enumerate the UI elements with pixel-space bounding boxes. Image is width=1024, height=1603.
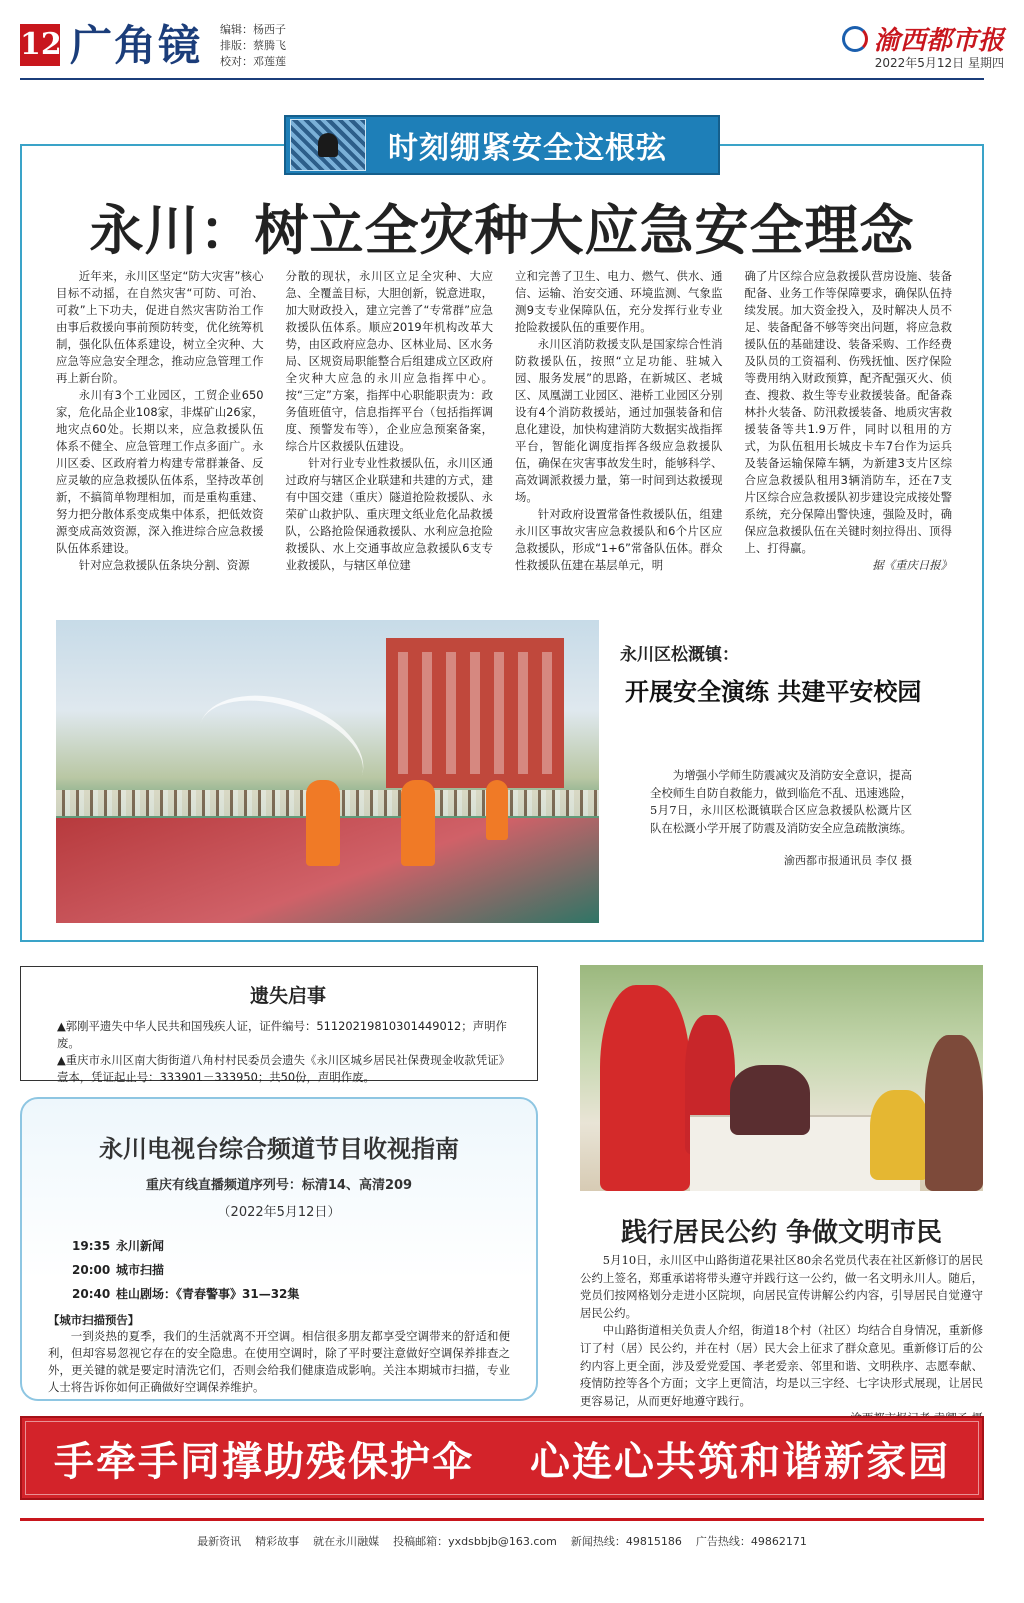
firefighter xyxy=(486,780,508,840)
schedule-row xyxy=(72,1282,510,1306)
schedule-time: 20:40 xyxy=(72,1287,111,1301)
slogan-banner xyxy=(20,1416,984,1500)
preview-text: 一到炎热的夏季，我们的生活就离不开空调。相信很多朋友都享受空调带来的舒适和便利，但却容易忽视它存在的安全隐患。在使用空调时，除了平时要注意做好空调保养排查之外，更关键的就是要定时清洗它们，否则会给我们健康造成影响。关注本期城市扫描，专业人士将告诉你如何正确做好空调保养维护。 xyxy=(48,1329,510,1394)
paper-logo xyxy=(842,20,1004,57)
resident-figure xyxy=(925,1035,983,1191)
schedule-program: 城市扫描 xyxy=(116,1263,165,1277)
paper-logo-icon xyxy=(842,26,868,52)
footer-divider xyxy=(20,1518,984,1521)
slogan-left: 手牵手同撑助残保护伞 xyxy=(54,1438,474,1485)
resident-figure xyxy=(730,1065,810,1135)
drill-credit: 渝西都市报通讯员 李仅 摄 xyxy=(784,854,912,867)
paragraph: 分散的现状，永川区立足全灾种、大应急、全覆盖目标，大胆创新，锐意进取，加大财政投入，建立完善了“专常群”应急救援队伍体系。顺应2019年机构改革大势，由区政府应急办、区林业局、区水务局、区规资局职能整合后组建成立区政府全灾种大应急的永川应急指挥中心。按“三定”方案，指挥中心职能职责为：政务值班值守，信息指挥平台（包括指挥调度、预警发布等），企业应急预案备案，综合片区救援队伍建设。 xyxy=(285,269,493,453)
firefighter xyxy=(401,780,435,866)
proof-line: 校对：邓莲莲 xyxy=(220,55,286,68)
footer-item: 最新资讯 xyxy=(197,1535,242,1548)
article-column xyxy=(56,268,264,574)
schedule-row xyxy=(72,1234,510,1258)
tv-guide-date: （2022年5月12日） xyxy=(217,1205,341,1220)
fire-drill-photo xyxy=(56,620,599,923)
firefighter xyxy=(306,780,340,866)
page-header xyxy=(20,18,1004,76)
schedule-program: 桂山剧场：《青春警事》31—32集 xyxy=(116,1287,300,1301)
paragraph: 永川有3个工业园区，工贸企业650家，危化品企业108家，非煤矿山26家，地灾点60处。长期以来，应急救援队伍体系不健全、应急管理工作点多面广。永川区委、区政府着力构建专常群兼备、反应灵敏的应急救援队伍体系，坚持改革创新，不搞简单物理相加，而是重构重建、努力把分散体系变成集中体系，把低效资源变成高效资源，深入推进综合应急救援队伍体系建设。 xyxy=(56,388,264,555)
paragraph: 中山路街道相关负责人介绍，街道18个村（社区）均结合自身情况，重新修订了村（居）民公约，并在村（居）民大会上征求了群众意见。重新修订后的公约内容上更全面，涉及爱党爱国、孝老爱亲、邻里和谐、文明秩序、志愿奉献、疫情防控等各个方面；文字上更简洁，均是以三字经、七字诀形式展现，让居民更容易记，从而更好地遵守践行。 xyxy=(580,1323,983,1408)
tv-guide-title: 永川电视台综合频道节目收视指南 xyxy=(99,1134,459,1163)
footer-item: 就在永川融媒 xyxy=(313,1535,380,1548)
preview-heading: 【城市扫描预告】 xyxy=(48,1313,140,1327)
slogan-inner xyxy=(25,1421,979,1495)
tv-guide xyxy=(20,1097,538,1401)
footer-email[interactable]: 投稿邮箱：yxdsbbjb@163.com xyxy=(393,1535,557,1548)
lost-notice xyxy=(20,966,538,1084)
school-building xyxy=(386,638,564,788)
drill-kicker: 永川区松溉镇： xyxy=(620,645,739,665)
paper-name: 渝西都市报 xyxy=(873,26,1004,56)
article-column xyxy=(745,268,953,574)
layout-line: 排版：蔡腾飞 xyxy=(220,39,286,52)
schedule-time: 20:00 xyxy=(72,1263,111,1277)
article-column xyxy=(515,268,723,574)
tv-channel-info: 重庆有线直播频道序列号：标清14、高清209 xyxy=(145,1178,413,1193)
paragraph: 针对应急救援队伍条块分割、资源 xyxy=(78,558,250,572)
page-number: 12 xyxy=(20,24,60,66)
paragraph: 确了片区综合应急救援队营房设施、装备配备、业务工作等保障要求，确保队伍持续发展。加大资金投入，及时解决人员不足、装备配备不够等突出问题，将应急救援队伍的基础建设、装备采购、工作经费及队员的工资福利、伤残抚恤、医疗保险等费用纳入财政预算，配齐配强灭火、侦查、搜救、救生等专业救援装备。配备森林扑火装备、防汛救援装备、地质灾害救援装备等共1.9万件，同时以租用的方式，为队伍租用长城皮卡车7台作为运兵及装备运输保障车辆，为新建3支片区综合应急救援队租用3辆消防车，还在7支片区综合应急救援队初步建设完成接处警系统，充分保障出警快速，强险及时，确保应急救援队伍在关键时刻拉得出、顶得上、打得赢。 xyxy=(744,269,952,555)
residents-pledge-photo xyxy=(580,965,983,1191)
article-source: 据《重庆日报》 xyxy=(872,558,952,572)
paragraph: 针对行业专业性救援队伍，永川区通过政府与辖区企业联建和共建的方式，建有中国交建（重庆）隧道抢险救援队、永荣矿山救护队、重庆理文纸业危化品救援队，公路抢险保通救援队、水利应急抢险救援队、水上交通事故应急救援队6支专业救援队，与辖区单位建 xyxy=(285,456,493,572)
drill-title: 开展安全演练 共建平安校园 xyxy=(625,678,922,706)
page-footer xyxy=(20,1533,984,1549)
main-headline: 永川：树立全灾种大应急安全理念 xyxy=(89,199,915,262)
lost-notice-item: ▲重庆市永川区南大街街道八角村村民委员会遗失《永川区城乡居民社保费现金收款凭证》壹本，凭证起止号：333901－333950；共50份，声明作废。 xyxy=(57,1053,510,1084)
civic-article-title: 践行居民公约 争做文明市民 xyxy=(620,1218,943,1248)
bell-icon xyxy=(290,119,366,171)
drill-caption xyxy=(650,767,912,837)
section-title: 广角镜 xyxy=(70,21,203,70)
article-column xyxy=(286,268,494,574)
lost-notice-item: ▲郭刚平遗失中华人民共和国残疾人证，证件编号：51120219810301449012；声明作废。 xyxy=(57,1019,507,1050)
lost-notice-title: 遗失启事 xyxy=(249,985,326,1007)
feature-banner xyxy=(284,115,720,175)
footer-item: 精彩故事 xyxy=(255,1535,300,1548)
paragraph: 立和完善了卫生、电力、燃气、供水、通信、运输、治安交通、环境监测、气象监测9支专业保障队伍，充分发挥行业专业抢险救援队伍的重要作用。 xyxy=(515,269,723,334)
editor-line: 编辑：杨西子 xyxy=(220,23,286,36)
paragraph: 5月10日，永川区中山路街道花果社区80余名党员代表在社区新修订的居民公约上签名，郑重承诺将带头遵守并践行这一公约，做一名文明永川人。随后，党员们按网格划分走进小区院坝，向居民宣传讲解公约内容，引导居民自觉遵守居民公约。 xyxy=(580,1253,983,1320)
issue-date: 2022年5月12日 星期四 xyxy=(874,56,1004,70)
editor-credits xyxy=(220,22,286,70)
header-divider xyxy=(20,78,984,80)
paragraph: 针对政府设置常备性救援队伍，组建永川区事故灾害应急救援队和6个片区应急救援队，形成“1+6”常备队伍体。群众性救援队伍建在基层单元，明 xyxy=(515,507,723,572)
footer-ad-hotline: 广告热线：49862171 xyxy=(695,1535,807,1548)
schedule-row xyxy=(72,1258,510,1282)
footer-news-hotline: 新闻热线：49815186 xyxy=(570,1535,682,1548)
volunteer-figure xyxy=(600,985,690,1191)
paragraph: 永川区消防救援支队是国家综合性消防救援队伍，按照“立足功能、驻城入园、服务发展”的思路，在新城区、老城区、凤凰湖工业园区、港桥工业园区分别设有4个消防救援站，通过加强装备和信息化建设，加快构建消防大数据实战指挥平台，智能化调度指挥各级应急救援队伍，确保在灾害事故发生时，能够科学、高效调派救援力量，第一时间到达救援现场。 xyxy=(515,337,723,504)
slogan-right: 心连心共筑和谐新家园 xyxy=(530,1438,950,1485)
civic-article-body xyxy=(580,1252,983,1428)
banner-title: 时刻绷紧安全这根弦 xyxy=(388,131,667,166)
main-article-body xyxy=(56,268,952,574)
tv-schedule xyxy=(72,1234,510,1306)
caption-text: 为增强小学师生防震减灾及消防安全意识，提高全校师生自防自救能力，做到临危不乱、迅速逃险，5月7日，永川区松溉镇联合区应急救援队松溉片区队在松溉小学开展了防震及消防安全应急疏散演练。 xyxy=(650,768,913,835)
child-figure xyxy=(870,1090,930,1180)
schedule-time: 19:35 xyxy=(72,1239,111,1253)
schedule-program: 永川新闻 xyxy=(116,1239,165,1253)
paragraph: 近年来，永川区坚定“防大灾害”核心目标不动摇，在自然灾害“可防、可治、可救”上下功夫，促进自然灾害防治工作由事后救援向事前预防转变，优化统筹机制，强化队伍体系建设，树立全灾种、大应急等应急安全理念，推动应急管理工作再上新台阶。 xyxy=(56,269,264,385)
